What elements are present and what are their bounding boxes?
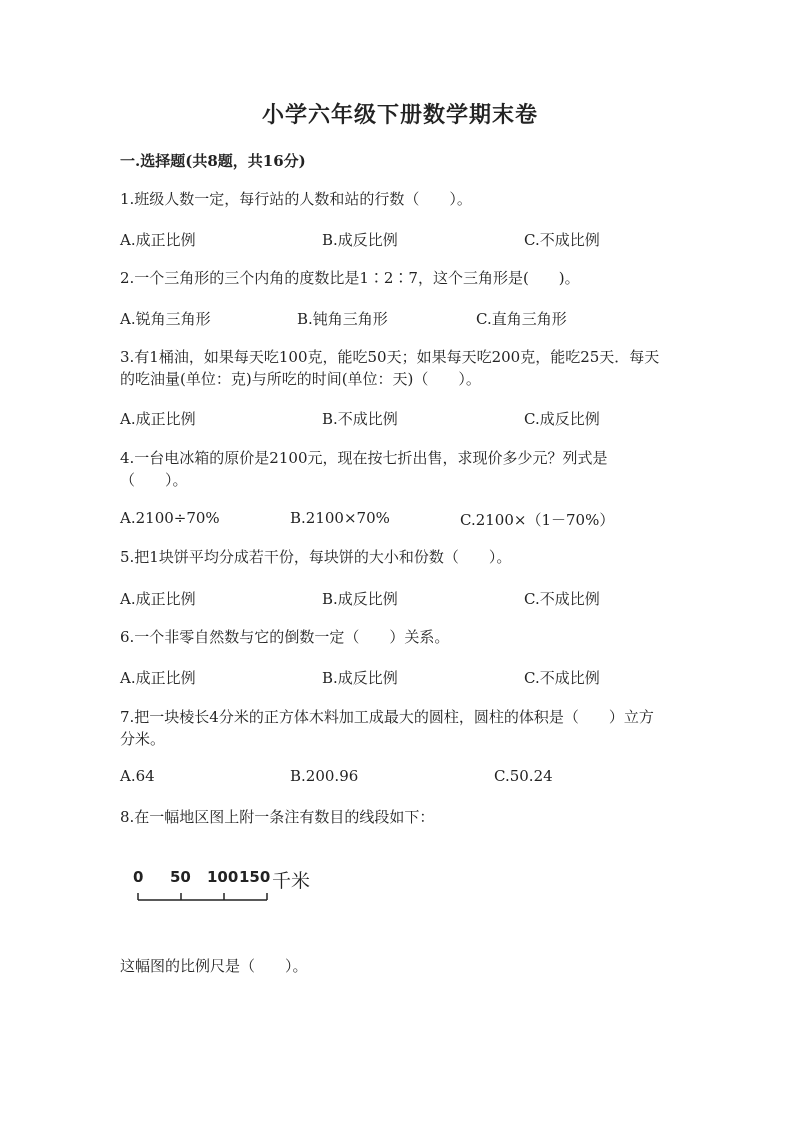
q4-option-a[interactable]: A.2100÷70% (120, 509, 220, 527)
q4-option-b[interactable]: B.2100×70% (290, 509, 390, 527)
q7-option-c[interactable]: C.50.24 (494, 767, 553, 785)
scale-label-100: 100 (207, 868, 239, 886)
question-6: 6.一个非零自然数与它的倒数一定（ ）关系。 (120, 628, 450, 646)
q5-option-b[interactable]: B.成反比例 (322, 590, 398, 608)
scale-label-150: 150 (239, 868, 271, 886)
q5-option-c[interactable]: C.不成比例 (524, 590, 600, 608)
q1-option-a[interactable]: A.成正比例 (120, 231, 196, 249)
q2-option-b[interactable]: B.钝角三角形 (297, 310, 388, 328)
scale-line (133, 890, 273, 904)
q1-option-c[interactable]: C.不成比例 (524, 231, 600, 249)
question-7: 7.把一块棱长4分米的正方体木料加工成最大的圆柱，圆柱的体积是（ ）立方分米。 (120, 708, 654, 748)
q2-option-a[interactable]: A.锐角三角形 (120, 310, 211, 328)
question-8: 8.在一幅地区图上附一条注有数目的线段如下： (120, 808, 435, 826)
q1-option-b[interactable]: B.成反比例 (322, 231, 398, 249)
q3-option-a[interactable]: A.成正比例 (120, 410, 196, 428)
scale-label-0: 0 (133, 868, 144, 886)
question-3: 3.有1桶油，如果每天吃100克，能吃50天；如果每天吃200克，能吃25天．每天的吃油量(单位：克)与所吃的时间(单位：天)（ ）。 (120, 348, 660, 388)
q7-option-b[interactable]: B.200.96 (290, 767, 359, 785)
scale-unit: 千米 (272, 870, 311, 892)
question-2: 2.一个三角形的三个内角的度数比是1∶2∶7，这个三角形是( )。 (120, 269, 580, 287)
q3-option-c[interactable]: C.成反比例 (524, 410, 600, 428)
question-1: 1.班级人数一定，每行站的人数和站的行数（ ）。 (120, 190, 472, 208)
question-8-followup: 这幅图的比例尺是（ ）。 (120, 957, 308, 975)
scale-bar (133, 866, 323, 906)
q2-option-c[interactable]: C.直角三角形 (476, 310, 567, 328)
q7-option-a[interactable]: A.64 (120, 767, 155, 785)
q4-option-c[interactable]: C.2100×（1－70%） (460, 511, 615, 529)
q6-option-a[interactable]: A.成正比例 (120, 669, 196, 687)
q6-option-c[interactable]: C.不成比例 (524, 669, 600, 687)
q5-option-a[interactable]: A.成正比例 (120, 590, 196, 608)
q3-option-b[interactable]: B.不成比例 (322, 410, 398, 428)
q6-option-b[interactable]: B.成反比例 (322, 669, 398, 687)
scale-label-50: 50 (170, 868, 191, 886)
section-heading: 一.选择题(共8题，共16分) (120, 152, 306, 170)
question-5: 5.把1块饼平均分成若干份，每块饼的大小和份数（ ）。 (120, 548, 512, 566)
page-title: 小学六年级下册数学期末卷 (261, 102, 538, 128)
question-4: 4.一台电冰箱的原价是2100元，现在按七折出售，求现价多少元？列式是（ ）。 (120, 449, 608, 489)
